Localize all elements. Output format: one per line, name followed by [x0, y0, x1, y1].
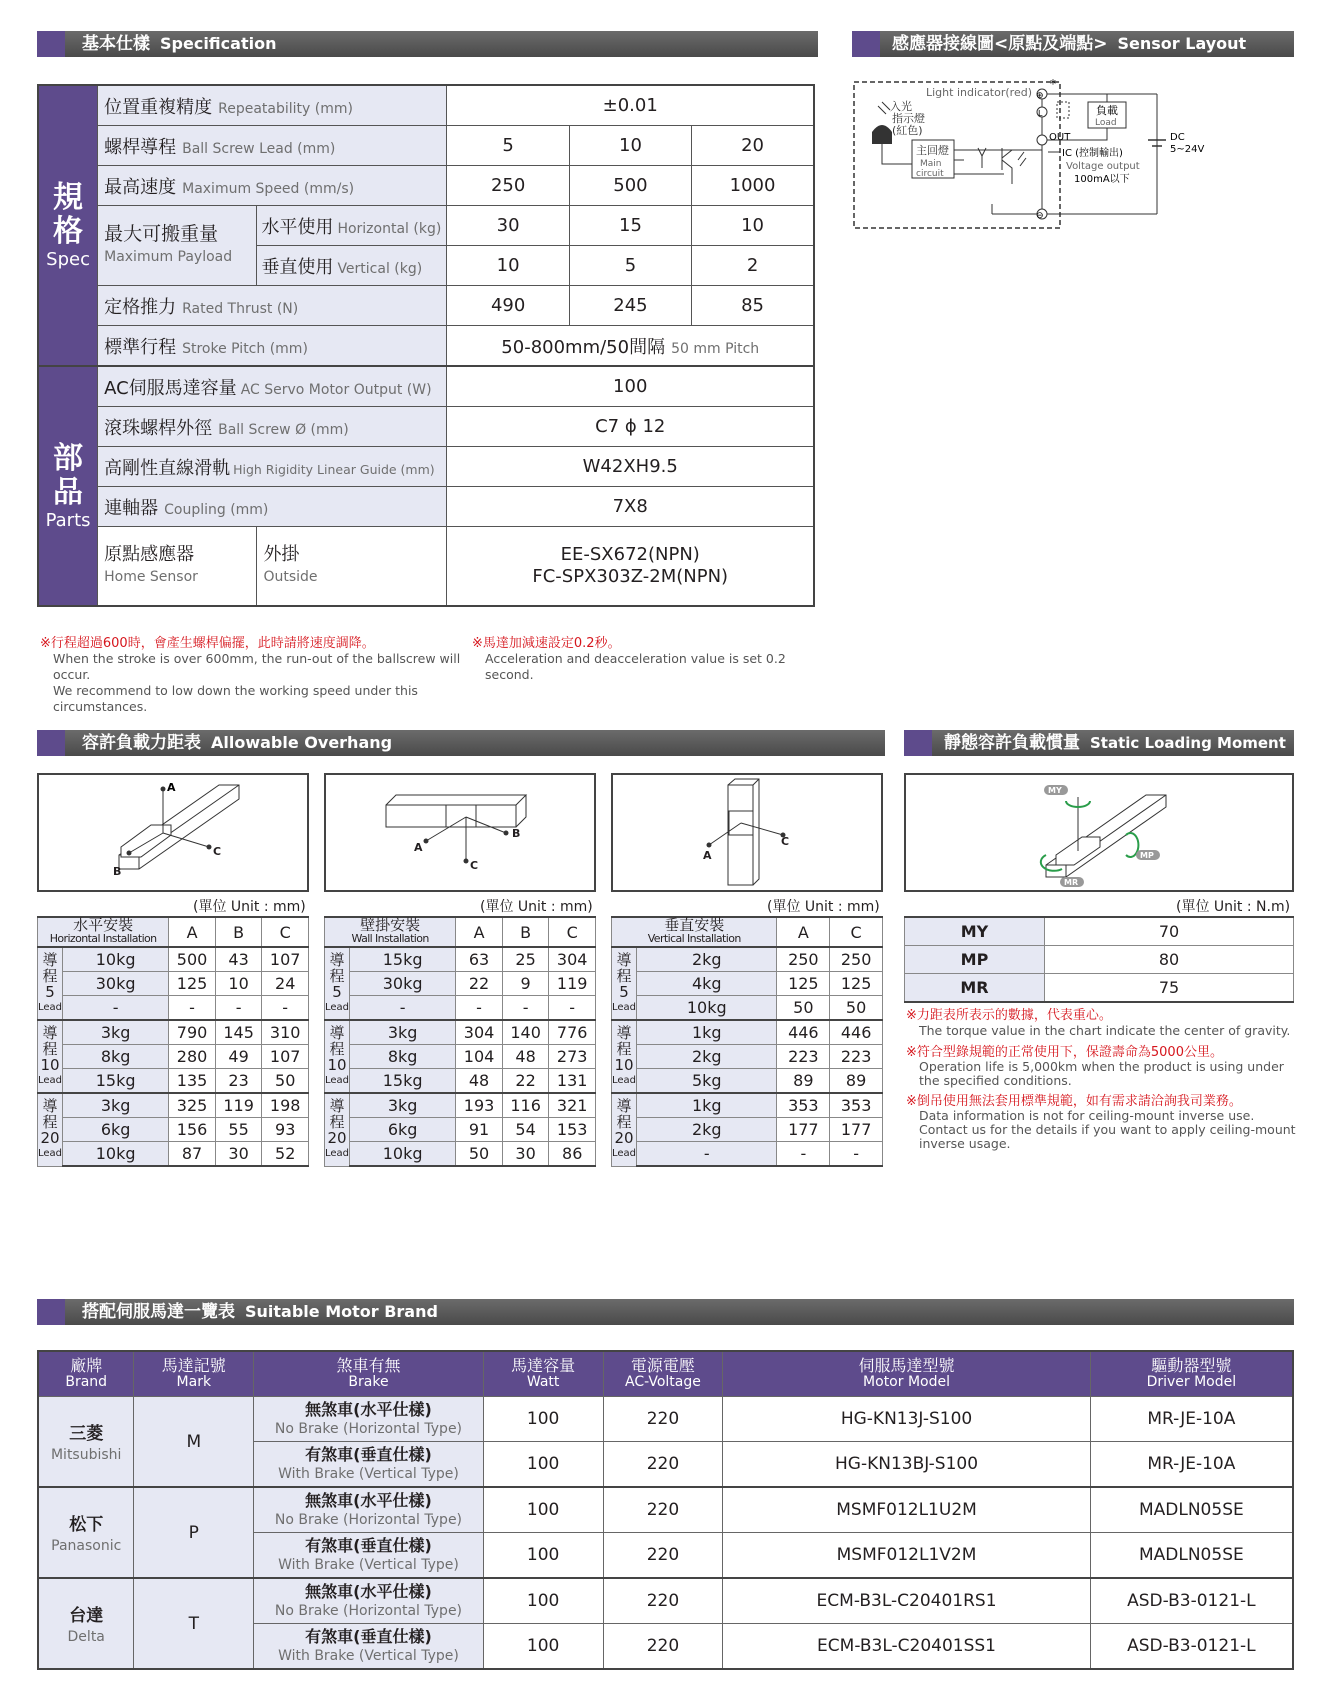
screw-value: C7 ϕ 12 — [447, 407, 814, 447]
overhang-value: 10 — [215, 972, 262, 996]
thrust-value: 245 — [569, 286, 691, 326]
dc-label: DC — [1170, 132, 1185, 143]
overhang-value: - — [215, 996, 262, 1021]
weight-cell: 3kg — [63, 1093, 169, 1118]
watt-cell: 100 — [483, 1578, 603, 1624]
weight-cell: 6kg — [350, 1118, 456, 1142]
overhang-value: 125 — [830, 972, 883, 996]
overhang-value: 25 — [502, 947, 549, 972]
lead-group-label: 導 程 20 Lead — [325, 1093, 350, 1166]
overhang-value: 223 — [830, 1045, 883, 1069]
weight-cell: 10kg — [63, 947, 169, 972]
lead-group-label: 導 程 10 Lead — [38, 1020, 63, 1093]
overhang-value: - — [549, 996, 596, 1021]
motor-column-header: 馬達記號 Mark — [134, 1351, 254, 1397]
v-cell: 220 — [603, 1487, 723, 1533]
lead-group-label: 導 程 10 Lead — [612, 1020, 637, 1093]
overhang-value: 321 — [549, 1093, 596, 1118]
dc-voltage-label: 5~24V — [1170, 144, 1205, 155]
motor-column-header: 伺服馬達型號 Motor Model — [723, 1351, 1090, 1397]
motor-brand-table — [37, 1350, 1294, 1670]
overhang-value: - — [169, 996, 216, 1021]
vertical-overhang-table — [611, 916, 883, 1167]
installation-title: 壁掛安裝 Wall Installation — [325, 917, 456, 947]
overhang-value: 9 — [502, 972, 549, 996]
load-en: Load — [1095, 118, 1117, 128]
payload-h-value: 10 — [692, 206, 814, 246]
weight-cell: 4kg — [637, 972, 777, 996]
star-mark: * — [1050, 77, 1056, 91]
motor-out-label: AC伺服馬達容量 AC Servo Motor Output (W) — [98, 366, 447, 407]
overhang-value: 500 — [169, 947, 216, 972]
mark-cell: M — [134, 1397, 254, 1488]
horizontal-overhang-table — [37, 916, 309, 1167]
weight-cell: 8kg — [63, 1045, 169, 1069]
thrust-value: 85 — [692, 286, 814, 326]
horizontal-diagram — [37, 773, 309, 892]
mr-badge: MR — [1064, 878, 1079, 887]
overhang-value: 116 — [502, 1093, 549, 1118]
repeat-label: 位置重複精度 Repeatability (mm) — [98, 85, 447, 126]
overhang-value: 52 — [262, 1142, 309, 1167]
weight-cell: 1kg — [637, 1020, 777, 1045]
speed-value: 500 — [569, 166, 691, 206]
lead-label: 螺桿導程 Ball Screw Lead (mm) — [98, 126, 447, 166]
weight-cell: 10kg — [637, 996, 777, 1021]
moment-key: MR — [905, 974, 1045, 1003]
payload-h-value: 15 — [569, 206, 691, 246]
vertical-diagram — [611, 773, 883, 892]
screw-label: 滾珠螺桿外徑 Ball Screw Ø (mm) — [98, 407, 447, 447]
model-cell: ECM-B3L-C20401RS1 — [723, 1578, 1090, 1624]
in-light-label-3: (紅色) — [892, 124, 923, 137]
overhang-value: - — [262, 996, 309, 1021]
unit-label: (單位 Unit : mm) — [193, 899, 306, 915]
column-header: C — [262, 917, 309, 947]
mark-cell: T — [134, 1578, 254, 1669]
overhang-value: 104 — [456, 1045, 503, 1069]
overhang-value: 50 — [456, 1142, 503, 1167]
driver-cell: MADLN05SE — [1090, 1487, 1293, 1533]
weight-cell: 2kg — [637, 1118, 777, 1142]
payload-label: 最大可搬重量 Maximum Payload — [98, 206, 257, 286]
coupling-value: 7X8 — [447, 487, 814, 527]
watt-cell: 100 — [483, 1533, 603, 1579]
lead-group-label: 導 程 5 Lead — [38, 947, 63, 1020]
brake-cell: 有煞車(垂直仕樣) With Brake (Vertical Type) — [254, 1624, 484, 1670]
model-cell: ECM-B3L-C20401SS1 — [723, 1624, 1090, 1670]
weight-cell: 3kg — [63, 1020, 169, 1045]
weight-cell: 8kg — [350, 1045, 456, 1069]
main-circuit-en-1: Main — [920, 159, 942, 169]
weight-cell: 3kg — [350, 1020, 456, 1045]
wall-overhang-table — [324, 916, 596, 1167]
payload-h-label: 水平使用 Horizontal (kg) — [257, 206, 447, 246]
moment-value: 80 — [1045, 946, 1294, 974]
spec-header: 基本仕樣 Specification — [37, 31, 818, 57]
payload-h-value: 30 — [447, 206, 569, 246]
column-header: A — [777, 917, 830, 947]
table-row — [38, 1487, 1293, 1533]
motor-out-value: 100 — [447, 366, 814, 407]
moment-key: MY — [905, 917, 1045, 946]
weight-cell: 6kg — [63, 1118, 169, 1142]
overhang-value: 273 — [549, 1045, 596, 1069]
spec-note-1: ※行程超過600時，會產生螺桿偏擺，此時請將速度調降。 When the stroke is over 600mm, the run-out of the ballscrew will occur. We recommend to low down the working speed under this circumstances. — [40, 636, 461, 714]
column-header: C — [830, 917, 883, 947]
v-cell: 220 — [603, 1624, 723, 1670]
lead-value: 5 — [447, 126, 569, 166]
axis-a-label: A — [703, 849, 712, 862]
axis-a-label: A — [167, 781, 176, 794]
overhang-header: 容許負載力距表 Allowable Overhang — [37, 730, 885, 756]
overhang-value: 310 — [262, 1020, 309, 1045]
driver-cell: MADLN05SE — [1090, 1533, 1293, 1579]
minus-terminal-icon: ⊖ — [1036, 211, 1044, 221]
overhang-value: 135 — [169, 1069, 216, 1094]
driver-cell: ASD-B3-0121-L — [1090, 1624, 1293, 1670]
spec-side-label: 規格 Spec — [38, 85, 98, 366]
mp-badge: MP — [1140, 851, 1154, 860]
motor-column-header: 廠牌 Brand — [38, 1351, 134, 1397]
out-label: OUT — [1049, 132, 1071, 143]
brake-cell: 有煞車(垂直仕樣) With Brake (Vertical Type) — [254, 1533, 484, 1579]
brand-cell: 台達 Delta — [38, 1578, 134, 1669]
overhang-value: 131 — [549, 1069, 596, 1094]
weight-cell: 15kg — [350, 1069, 456, 1094]
motor-column-header: 驅動器型號 Driver Model — [1090, 1351, 1293, 1397]
sensor-header: 感應器接線圖<原點及端點> Sensor Layout — [852, 31, 1294, 57]
brake-cell: 有煞車(垂直仕樣) With Brake (Vertical Type) — [254, 1442, 484, 1488]
weight-cell: 15kg — [63, 1069, 169, 1094]
payload-v-value: 5 — [569, 246, 691, 286]
payload-v-value: 10 — [447, 246, 569, 286]
main-circuit-zh: 主回燈 — [916, 144, 949, 157]
l-terminal-icon: L — [1038, 109, 1043, 118]
overhang-value: 125 — [777, 972, 830, 996]
lead-group-label: 導 程 20 Lead — [38, 1093, 63, 1166]
speed-value: 1000 — [692, 166, 814, 206]
speed-label: 最高速度 Maximum Speed (mm/s) — [98, 166, 447, 206]
watt-cell: 100 — [483, 1397, 603, 1442]
home-value: EE-SX672(NPN) FC-SPX303Z-2M(NPN) — [447, 527, 814, 607]
overhang-value: 55 — [215, 1118, 262, 1142]
payload-v-value: 2 — [692, 246, 814, 286]
in-light-label-1: 入光 — [890, 100, 912, 113]
overhang-value: 48 — [456, 1069, 503, 1094]
moment-value: 75 — [1045, 974, 1294, 1003]
repeat-value: ±0.01 — [447, 85, 814, 126]
overhang-value: 50 — [830, 996, 883, 1021]
overhang-value: 776 — [549, 1020, 596, 1045]
current-label: 100mA以下 — [1074, 174, 1130, 185]
overhang-value: 30 — [502, 1142, 549, 1167]
overhang-value: 86 — [549, 1142, 596, 1167]
overhang-value: 87 — [169, 1142, 216, 1167]
parts-side-label: 部品 Parts — [38, 366, 98, 606]
guide-label: 高剛性直線滑軌 High Rigidity Linear Guide (mm) — [98, 447, 447, 487]
unit-label: (單位 Unit : mm) — [480, 899, 593, 915]
weight-cell: 1kg — [637, 1093, 777, 1118]
weight-cell: 10kg — [350, 1142, 456, 1167]
model-cell: HG-KN13J-S100 — [723, 1397, 1090, 1442]
payload-v-label: 垂直使用 Vertical (kg) — [257, 246, 447, 286]
lead-value: 20 — [692, 126, 814, 166]
overhang-value: 325 — [169, 1093, 216, 1118]
spec-note-2: ※馬達加減速設定0.2秒。 Acceleration and deacceleration value is set 0.2 second. — [472, 636, 786, 682]
weight-cell: 3kg — [350, 1093, 456, 1118]
overhang-value: 49 — [215, 1045, 262, 1069]
weight-cell: 30kg — [350, 972, 456, 996]
stroke-value: 50-800mm/50間隔 50 mm Pitch — [447, 326, 814, 367]
weight-cell: - — [350, 996, 456, 1021]
voltage-output-label: Voltage output — [1066, 161, 1140, 172]
overhang-value: 280 — [169, 1045, 216, 1069]
overhang-value: 140 — [502, 1020, 549, 1045]
v-cell: 220 — [603, 1397, 723, 1442]
overhang-value: 107 — [262, 1045, 309, 1069]
sensor-wiring-diagram — [852, 74, 1224, 234]
watt-cell: 100 — [483, 1442, 603, 1488]
light-indicator-label: Light indicator(red) — [926, 86, 1032, 99]
home-label: 原點感應器 Home Sensor — [98, 527, 257, 607]
overhang-value: - — [502, 996, 549, 1021]
column-header: A — [169, 917, 216, 947]
moment-value: 70 — [1045, 917, 1294, 946]
weight-cell: 15kg — [350, 947, 456, 972]
brake-cell: 無煞車(水平仕樣) No Brake (Horizontal Type) — [254, 1397, 484, 1442]
weight-cell: 2kg — [637, 947, 777, 972]
overhang-value: 63 — [456, 947, 503, 972]
load-zh: 負載 — [1096, 104, 1118, 117]
mark-cell: P — [134, 1487, 254, 1578]
in-light-label-2: 指示燈 — [892, 112, 925, 125]
overhang-value: 153 — [549, 1118, 596, 1142]
weight-cell: - — [63, 996, 169, 1021]
column-header: C — [549, 917, 596, 947]
brand-cell: 松下 Panasonic — [38, 1487, 134, 1578]
brake-cell: 無煞車(水平仕樣) No Brake (Horizontal Type) — [254, 1578, 484, 1624]
overhang-value: 790 — [169, 1020, 216, 1045]
overhang-value: 43 — [215, 947, 262, 972]
lead-value: 10 — [569, 126, 691, 166]
overhang-value: 353 — [830, 1093, 883, 1118]
weight-cell: 2kg — [637, 1045, 777, 1069]
overhang-value: 446 — [830, 1020, 883, 1045]
overhang-value: 353 — [777, 1093, 830, 1118]
overhang-value: 89 — [830, 1069, 883, 1094]
overhang-value: 250 — [777, 947, 830, 972]
home-outside-label: 外掛 Outside — [257, 527, 447, 607]
thrust-label: 定格推力 Rated Thrust (N) — [98, 286, 447, 326]
overhang-value: 91 — [456, 1118, 503, 1142]
overhang-value: 50 — [777, 996, 830, 1021]
driver-cell: MR-JE-10A — [1090, 1442, 1293, 1488]
overhang-value: 22 — [456, 972, 503, 996]
installation-title: 垂直安裝 Vertical Installation — [612, 917, 777, 947]
overhang-value: 156 — [169, 1118, 216, 1142]
overhang-value: 50 — [262, 1069, 309, 1094]
lead-group-label: 導 程 20 Lead — [612, 1093, 637, 1166]
table-row — [38, 1397, 1293, 1442]
column-header: B — [502, 917, 549, 947]
brake-cell: 無煞車(水平仕樣) No Brake (Horizontal Type) — [254, 1487, 484, 1533]
overhang-value: 119 — [549, 972, 596, 996]
model-cell: MSMF012L1U2M — [723, 1487, 1090, 1533]
led-icon — [872, 125, 892, 144]
thrust-value: 490 — [447, 286, 569, 326]
overhang-value: 250 — [830, 947, 883, 972]
moment-diagram — [904, 773, 1294, 892]
overhang-value: 304 — [549, 947, 596, 972]
model-cell: MSMF012L1V2M — [723, 1533, 1090, 1579]
table-row — [38, 1578, 1293, 1624]
ic-label: IC (控制輸出) — [1062, 148, 1123, 159]
moment-key: MP — [905, 946, 1045, 974]
unit-label: (單位 Unit : mm) — [767, 899, 880, 915]
motor-header: 搭配伺服馬達一覽表 Suitable Motor Brand — [37, 1299, 1294, 1325]
main-circuit-en-2: circuit — [916, 169, 944, 179]
coupling-label: 連軸器 Coupling (mm) — [98, 487, 447, 527]
driver-cell: ASD-B3-0121-L — [1090, 1578, 1293, 1624]
overhang-value: 177 — [830, 1118, 883, 1142]
moment-header: 靜態容許負載慣量 Static Loading Moment — [904, 730, 1294, 756]
weight-cell: 30kg — [63, 972, 169, 996]
overhang-value: 89 — [777, 1069, 830, 1094]
lead-group-label: 導 程 5 Lead — [612, 947, 637, 1020]
overhang-value: 145 — [215, 1020, 262, 1045]
axis-c-label: C — [781, 835, 790, 848]
overhang-value: - — [830, 1142, 883, 1167]
v-cell: 220 — [603, 1442, 723, 1488]
guide-value: W42XH9.5 — [447, 447, 814, 487]
overhang-value: 446 — [777, 1020, 830, 1045]
plus-terminal-icon: ⊕ — [1036, 91, 1044, 101]
wall-diagram — [324, 773, 596, 892]
overhang-value: 193 — [456, 1093, 503, 1118]
axis-c-label: C — [470, 859, 479, 872]
overhang-value: 93 — [262, 1118, 309, 1142]
overhang-value: 24 — [262, 972, 309, 996]
installation-title: 水平安裝 Horizontal Installation — [38, 917, 169, 947]
weight-cell: 5kg — [637, 1069, 777, 1094]
overhang-value: 107 — [262, 947, 309, 972]
spec-table — [37, 84, 815, 607]
overhang-value: 304 — [456, 1020, 503, 1045]
overhang-value: 30 — [215, 1142, 262, 1167]
overhang-value: 119 — [215, 1093, 262, 1118]
watt-cell: 100 — [483, 1624, 603, 1670]
v-cell: 220 — [603, 1533, 723, 1579]
overhang-value: 223 — [777, 1045, 830, 1069]
axis-b-label: B — [512, 827, 521, 840]
lead-group-label: 導 程 5 Lead — [325, 947, 350, 1020]
lead-group-label: 導 程 10 Lead — [325, 1020, 350, 1093]
motor-column-header: 馬達容量 Watt — [483, 1351, 603, 1397]
my-badge: MY — [1048, 786, 1062, 795]
overhang-value: 177 — [777, 1118, 830, 1142]
weight-cell: - — [637, 1142, 777, 1167]
stroke-label: 標準行程 Stroke Pitch (mm) — [98, 326, 447, 367]
overhang-value: 198 — [262, 1093, 309, 1118]
overhang-value: - — [777, 1142, 830, 1167]
brand-cell: 三菱 Mitsubishi — [38, 1397, 134, 1488]
watt-cell: 100 — [483, 1487, 603, 1533]
unit-label: (單位 Unit : N.m) — [1176, 899, 1291, 915]
overhang-value: 125 — [169, 972, 216, 996]
model-cell: HG-KN13BJ-S100 — [723, 1442, 1090, 1488]
moment-table — [904, 916, 1294, 1003]
moment-notes: ※力距表所表示的數據，代表重心。 The torque value in the chart indicate the center of gravity. ※符合型錄規範的正常使用下，保證壽命為5000公里。 Operation life is 5,000km when the product is using under the specified conditions. ※倒吊使用無法套用標準規範，如有需求請洽詢我司業務。 Data information is not for ceiling-mount inverse use. Contact us for the details if you want to apply ceiling-mount inverse usage. — [906, 1008, 1296, 1151]
speed-value: 250 — [447, 166, 569, 206]
overhang-value: 23 — [215, 1069, 262, 1094]
v-cell: 220 — [603, 1578, 723, 1624]
column-header: A — [456, 917, 503, 947]
weight-cell: 10kg — [63, 1142, 169, 1167]
overhang-value: 22 — [502, 1069, 549, 1094]
column-header: B — [215, 917, 262, 947]
overhang-value: 54 — [502, 1118, 549, 1142]
driver-cell: MR-JE-10A — [1090, 1397, 1293, 1442]
overhang-value: 48 — [502, 1045, 549, 1069]
motor-column-header: 煞車有無 Brake — [254, 1351, 484, 1397]
overhang-value: - — [456, 996, 503, 1021]
axis-a-label: A — [414, 841, 423, 854]
axis-b-label: B — [113, 865, 122, 878]
motor-column-header: 電源電壓 AC-Voltage — [603, 1351, 723, 1397]
axis-c-label: C — [213, 845, 222, 858]
